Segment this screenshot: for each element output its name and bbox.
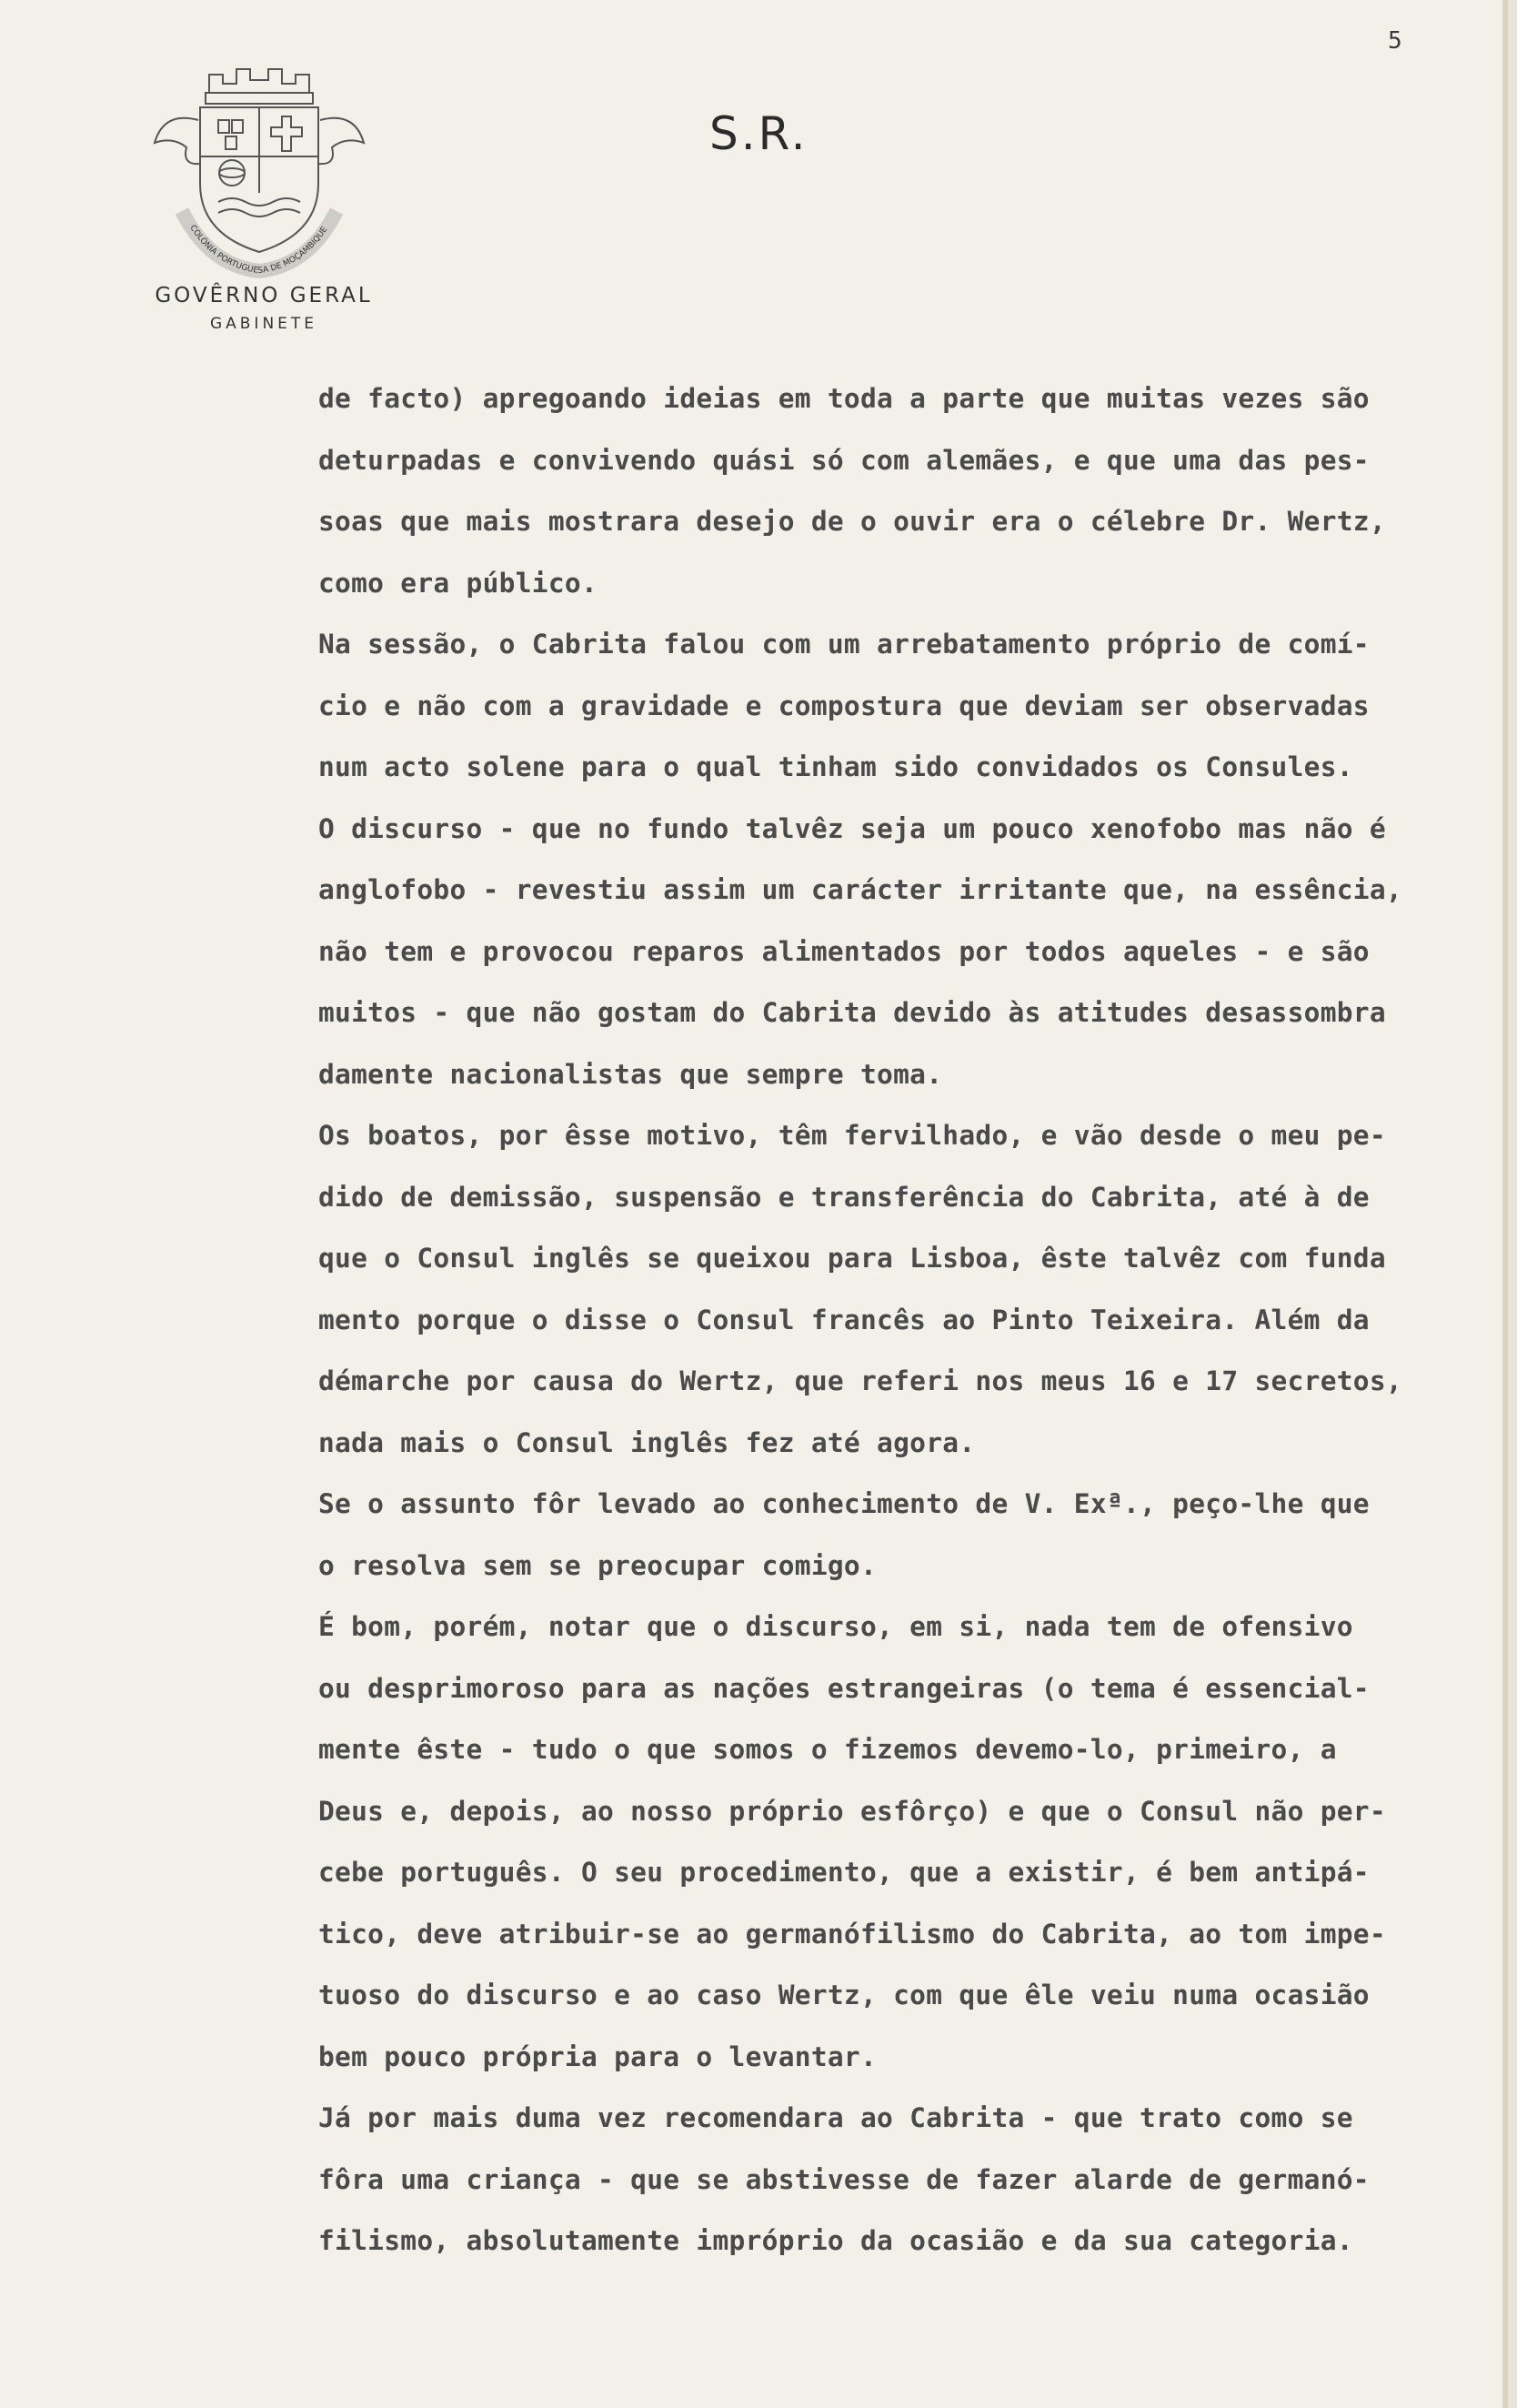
body-line: soas que mais mostrara desejo de o ouvir era o célebre Dr. Wertz, — [318, 506, 1386, 537]
body-line: tuoso do discurso e ao caso Wertz, com que êle veiu numa ocasião — [318, 1980, 1370, 2010]
body-line: démarche por causa do Wertz, que referi nos meus 16 e 17 secretos, — [318, 1365, 1402, 1396]
body-line: fôra uma criança - que se abstivesse de fazer alarde de germanó- — [318, 2163, 1370, 2195]
body-line: muitos - que não gostam do Cabrita devido às atitudes desassombra — [318, 997, 1386, 1028]
coat-of-arms-seal-icon — [146, 56, 373, 284]
body-line: damente nacionalistas que sempre toma. — [318, 1058, 943, 1090]
body-line: não tem e provocou reparos alimentados por todos aqueles - e são — [318, 935, 1370, 967]
body-line: Deus e, depois, ao nosso próprio esfôrço) e que o Consul não per- — [318, 1795, 1386, 1827]
body-line: que o Consul inglês se queixou para Lisboa, êste talvêz com funda — [318, 1243, 1386, 1274]
body-line: como era público. — [318, 567, 598, 599]
body-line: Se o assunto fôr levado ao conhecimento de V. Exª., peço-lhe que — [318, 1488, 1370, 1519]
classification-mark: S.R. — [709, 107, 809, 160]
body-line: bem pouco própria para o levantar. — [318, 2040, 878, 2072]
body-line: É bom, porém, notar que o discurso, em si, nada tem de ofensivo — [318, 1611, 1353, 1642]
issuer-name: GOVÊRNO GERAL — [155, 284, 373, 307]
body-line: de facto) apregoando ideias em toda a parte que muitas vezes são — [318, 383, 1370, 414]
body-line: mente êste - tudo o que somos o fizemos devemo-lo, primeiro, a — [318, 1734, 1337, 1765]
body-line: dido de demissão, suspensão e transferência do Cabrita, até à de — [318, 1181, 1370, 1213]
body-line: nada mais o Consul inglês fez até agora. — [318, 1426, 976, 1458]
body-line: cio e não com a gravidade e compostura que deviam ser observadas — [318, 690, 1370, 721]
body-line: tico, deve atribuir-se ao germanófilismo do Cabrita, ao tom impe- — [318, 1918, 1386, 1950]
body-line: Na sessão, o Cabrita falou com um arrebatamento próprio de comí- — [318, 629, 1370, 660]
letter-body — [318, 368, 1501, 2272]
body-line: o resolva sem se preocupar comigo. — [318, 1549, 878, 1581]
issuer-block — [136, 284, 391, 333]
body-line: num acto solene para o qual tinham sido convidados os Consules. — [318, 751, 1353, 782]
page-number: 5 — [1388, 27, 1402, 55]
body-line: cebe português. O seu procedimento, que a existir, é bem antipá- — [318, 1857, 1370, 1888]
body-line: mento porque o disse o Consul francês ao Pinto Teixeira. Além da — [318, 1304, 1370, 1335]
body-line: anglofobo - revestiu assim um carácter irritante que, na essência, — [318, 874, 1402, 905]
body-line: Já por mais duma vez recomendara ao Cabrita - que trato como se — [318, 2102, 1353, 2133]
seal-motto-text: COLÓNIA PORTUGUESA DE MOÇAMBIQUE — [187, 223, 330, 277]
body-line: ou desprimoroso para as nações estrangeiras (o tema é essencial- — [318, 1672, 1370, 1704]
svg-text:COLÓNIA PORTUGUESA DE MOÇAMBIQ — [187, 224, 329, 276]
body-line: Os boatos, por êsse motivo, têm fervilhado, e vão desde o meu pe- — [318, 1120, 1386, 1151]
body-line: deturpadas e convivendo quási só com alemães, e que uma das pes- — [318, 444, 1370, 476]
issuer-office: GABINETE — [209, 315, 318, 333]
body-line: O discurso - que no fundo talvêz seja um pouco xenofobo mas não é — [318, 812, 1386, 844]
body-line: filismo, absolutamente impróprio da ocasião e da sua categoria. — [318, 2225, 1353, 2256]
